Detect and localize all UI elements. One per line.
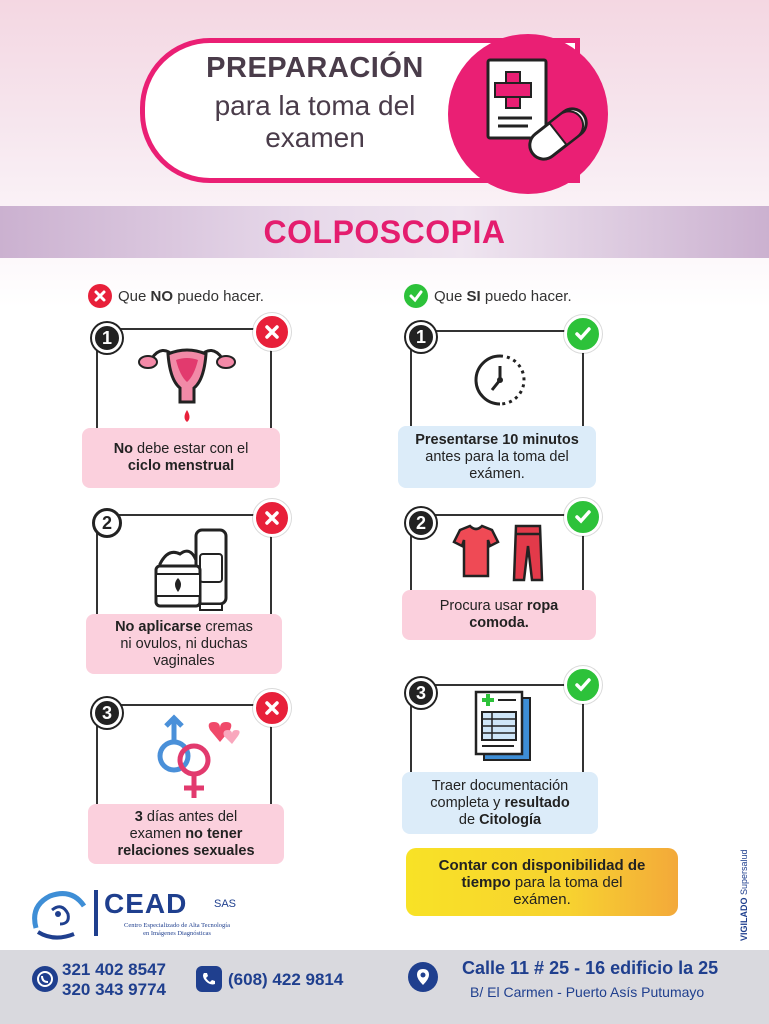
address: Calle 11 # 25 - 16 edificio la 25 xyxy=(462,958,719,978)
si-column-label xyxy=(404,284,572,308)
gender-hearts-icon xyxy=(148,712,244,806)
medical-document-icon xyxy=(448,34,608,194)
si-item-3-check-icon xyxy=(564,666,602,704)
no-item-2-number: 2 xyxy=(92,508,122,538)
x-mark-icon xyxy=(88,284,112,308)
si-item-2-text: Procura usar ropa comoda. xyxy=(402,590,596,640)
si-label-text: Que SI puedo hacer. xyxy=(434,287,572,305)
no-column-label xyxy=(88,284,264,308)
header-circle xyxy=(448,34,608,194)
no-item-1-number: 1 xyxy=(92,323,122,353)
no-item-2-card xyxy=(96,514,272,620)
logo-suffix: SAS xyxy=(214,898,237,910)
si-item-3-number: 3 xyxy=(406,678,436,708)
si-item-2-number: 2 xyxy=(406,508,436,538)
supersalud-seal-text: VIGILADO Supersalud xyxy=(739,849,749,941)
si-item-2-check-icon xyxy=(564,498,602,536)
no-item-3-text: 3 días antes del examen no tener relaciones sexuales xyxy=(88,804,284,864)
cead-logo-mark xyxy=(28,888,92,944)
subtitle-line-2: examen xyxy=(265,122,365,153)
cream-jar-icon xyxy=(152,526,242,616)
si-item-1-check-icon xyxy=(564,315,602,353)
cead-logo xyxy=(28,888,248,944)
logo-tagline: Centro Especializado de Alta Tecnología en Imágenes Diagnósticas xyxy=(124,922,230,937)
whatsapp-phone-1[interactable]: 321 402 8547 xyxy=(62,960,166,979)
landline-phone[interactable]: (608) 422 9814 xyxy=(228,970,344,989)
no-item-3-x-icon xyxy=(253,689,291,727)
phone-icon[interactable] xyxy=(196,966,222,992)
city: B/ El Carmen - Puerto Asís Putumayo xyxy=(470,984,705,1000)
no-item-1-text: No debe estar con el ciclo menstrual xyxy=(82,428,280,488)
section-title: COLPOSCOPIA xyxy=(263,214,506,250)
logo-divider xyxy=(94,890,98,936)
no-item-2-text: No aplicarse cremas ni ovulos, ni duchas vaginales xyxy=(86,614,282,674)
subtitle-line-1: para la toma del xyxy=(214,90,416,121)
si-item-1-number: 1 xyxy=(406,322,436,352)
uterus-icon xyxy=(132,336,242,428)
no-item-3-number: 3 xyxy=(92,698,122,728)
whatsapp-icon[interactable] xyxy=(32,966,58,992)
no-item-1-x-icon xyxy=(253,313,291,351)
si-item-1-card xyxy=(410,330,584,432)
no-item-3-card xyxy=(96,704,272,810)
whatsapp-phone-2[interactable]: 320 343 9774 xyxy=(62,980,166,999)
si-item-3-card xyxy=(410,684,584,778)
clock-icon xyxy=(472,352,528,408)
si-item-3-text: Traer documentación completa y resultado de Citología xyxy=(402,772,598,834)
si-item-2-card xyxy=(410,514,584,598)
page-title: PREPARACIÓN xyxy=(206,52,424,84)
clothes-icon xyxy=(446,522,556,586)
location-icon[interactable] xyxy=(408,962,438,992)
supersalud-seal xyxy=(730,840,758,950)
no-label-text: Que NO puedo hacer. xyxy=(118,287,264,305)
si-item-1-text: Presentarse 10 minutos antes para la toma del exámen. xyxy=(398,426,596,488)
page-subtitle xyxy=(170,90,460,154)
availability-note: Contar con disponibilidad de tiempo para la toma del exámen. xyxy=(406,848,678,916)
no-item-1-card xyxy=(96,328,272,434)
check-mark-icon xyxy=(404,284,428,308)
logo-name: CEAD xyxy=(104,888,188,919)
medical-report-icon xyxy=(470,688,536,764)
no-item-2-x-icon xyxy=(253,499,291,537)
